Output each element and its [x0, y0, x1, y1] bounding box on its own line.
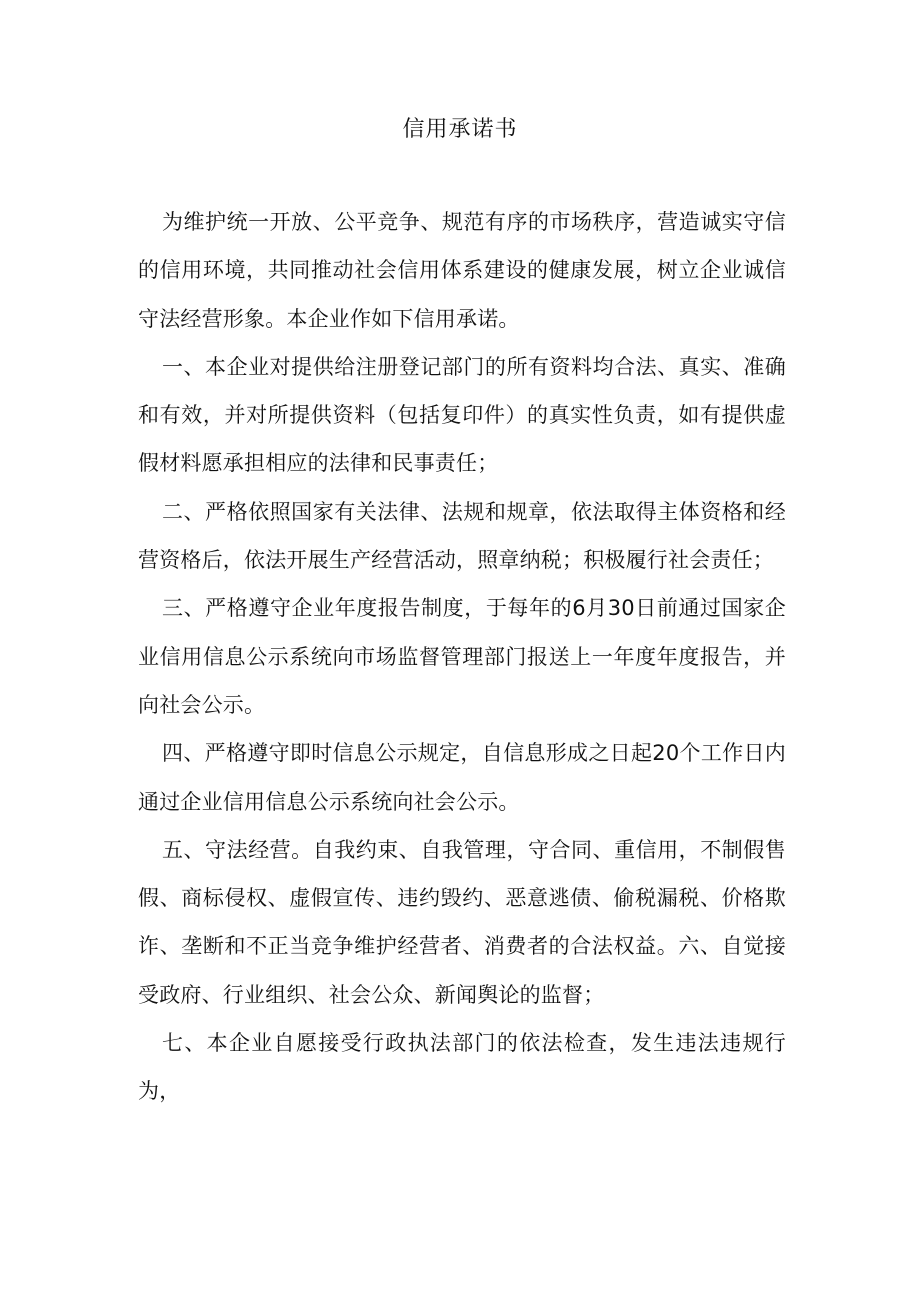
paragraph-item-1: 一、本企业对提供给注册登记部门的所有资料均合法、真实、准确和有效，并对所提供资料（包括复印件）的真实性负责，如有提供虚假材料愿承担相应的法律和民事责任； [138, 354, 786, 476]
paragraph-item-2: 二、严格依照国家有关法律、法规和规章，依法取得主体资格和经营资格后，依法开展生产经营活动，照章纳税；积极履行社会责任； [138, 499, 786, 573]
paragraph-item-3: 三、严格遵守企业年度报告制度，于每年的6月30日前通过国家企业信用信息公示系统向市场监督管理部门报送上一年度年度报告，并向社会公示。 [138, 596, 786, 717]
paragraph-preamble: 为维护统一开放、公平竞争、规范有序的市场秩序，营造诚实守信的信用环境，共同推动社会信用体系建设的健康发展，树立企业诚信守法经营形象。本企业作如下信用承诺。 [138, 210, 786, 331]
paragraph-item-4: 四、严格遵守即时信息公示规定，自信息形成之日起20个工作日内通过企业信用信息公示系统向社会公示。 [138, 741, 786, 814]
paragraph-item-7: 七、本企业自愿接受行政执法部门的依法检查，发生违法违规行为， [138, 1031, 786, 1104]
paragraph-item-5-6: 五、守法经营。自我约束、自我管理，守合同、重信用，不制假售假、商标侵权、虚假宣传、违约毁约、恶意逃债、偷税漏税、价格欺诈、垄断和不正当竞争维护经营者、消费者的合法权益。六、自觉接受政府、行业组织、社会公众、新闻舆论的监督； [138, 837, 786, 1007]
document-title: 信用承诺书 [402, 117, 518, 142]
document-body [138, 198, 786, 1116]
